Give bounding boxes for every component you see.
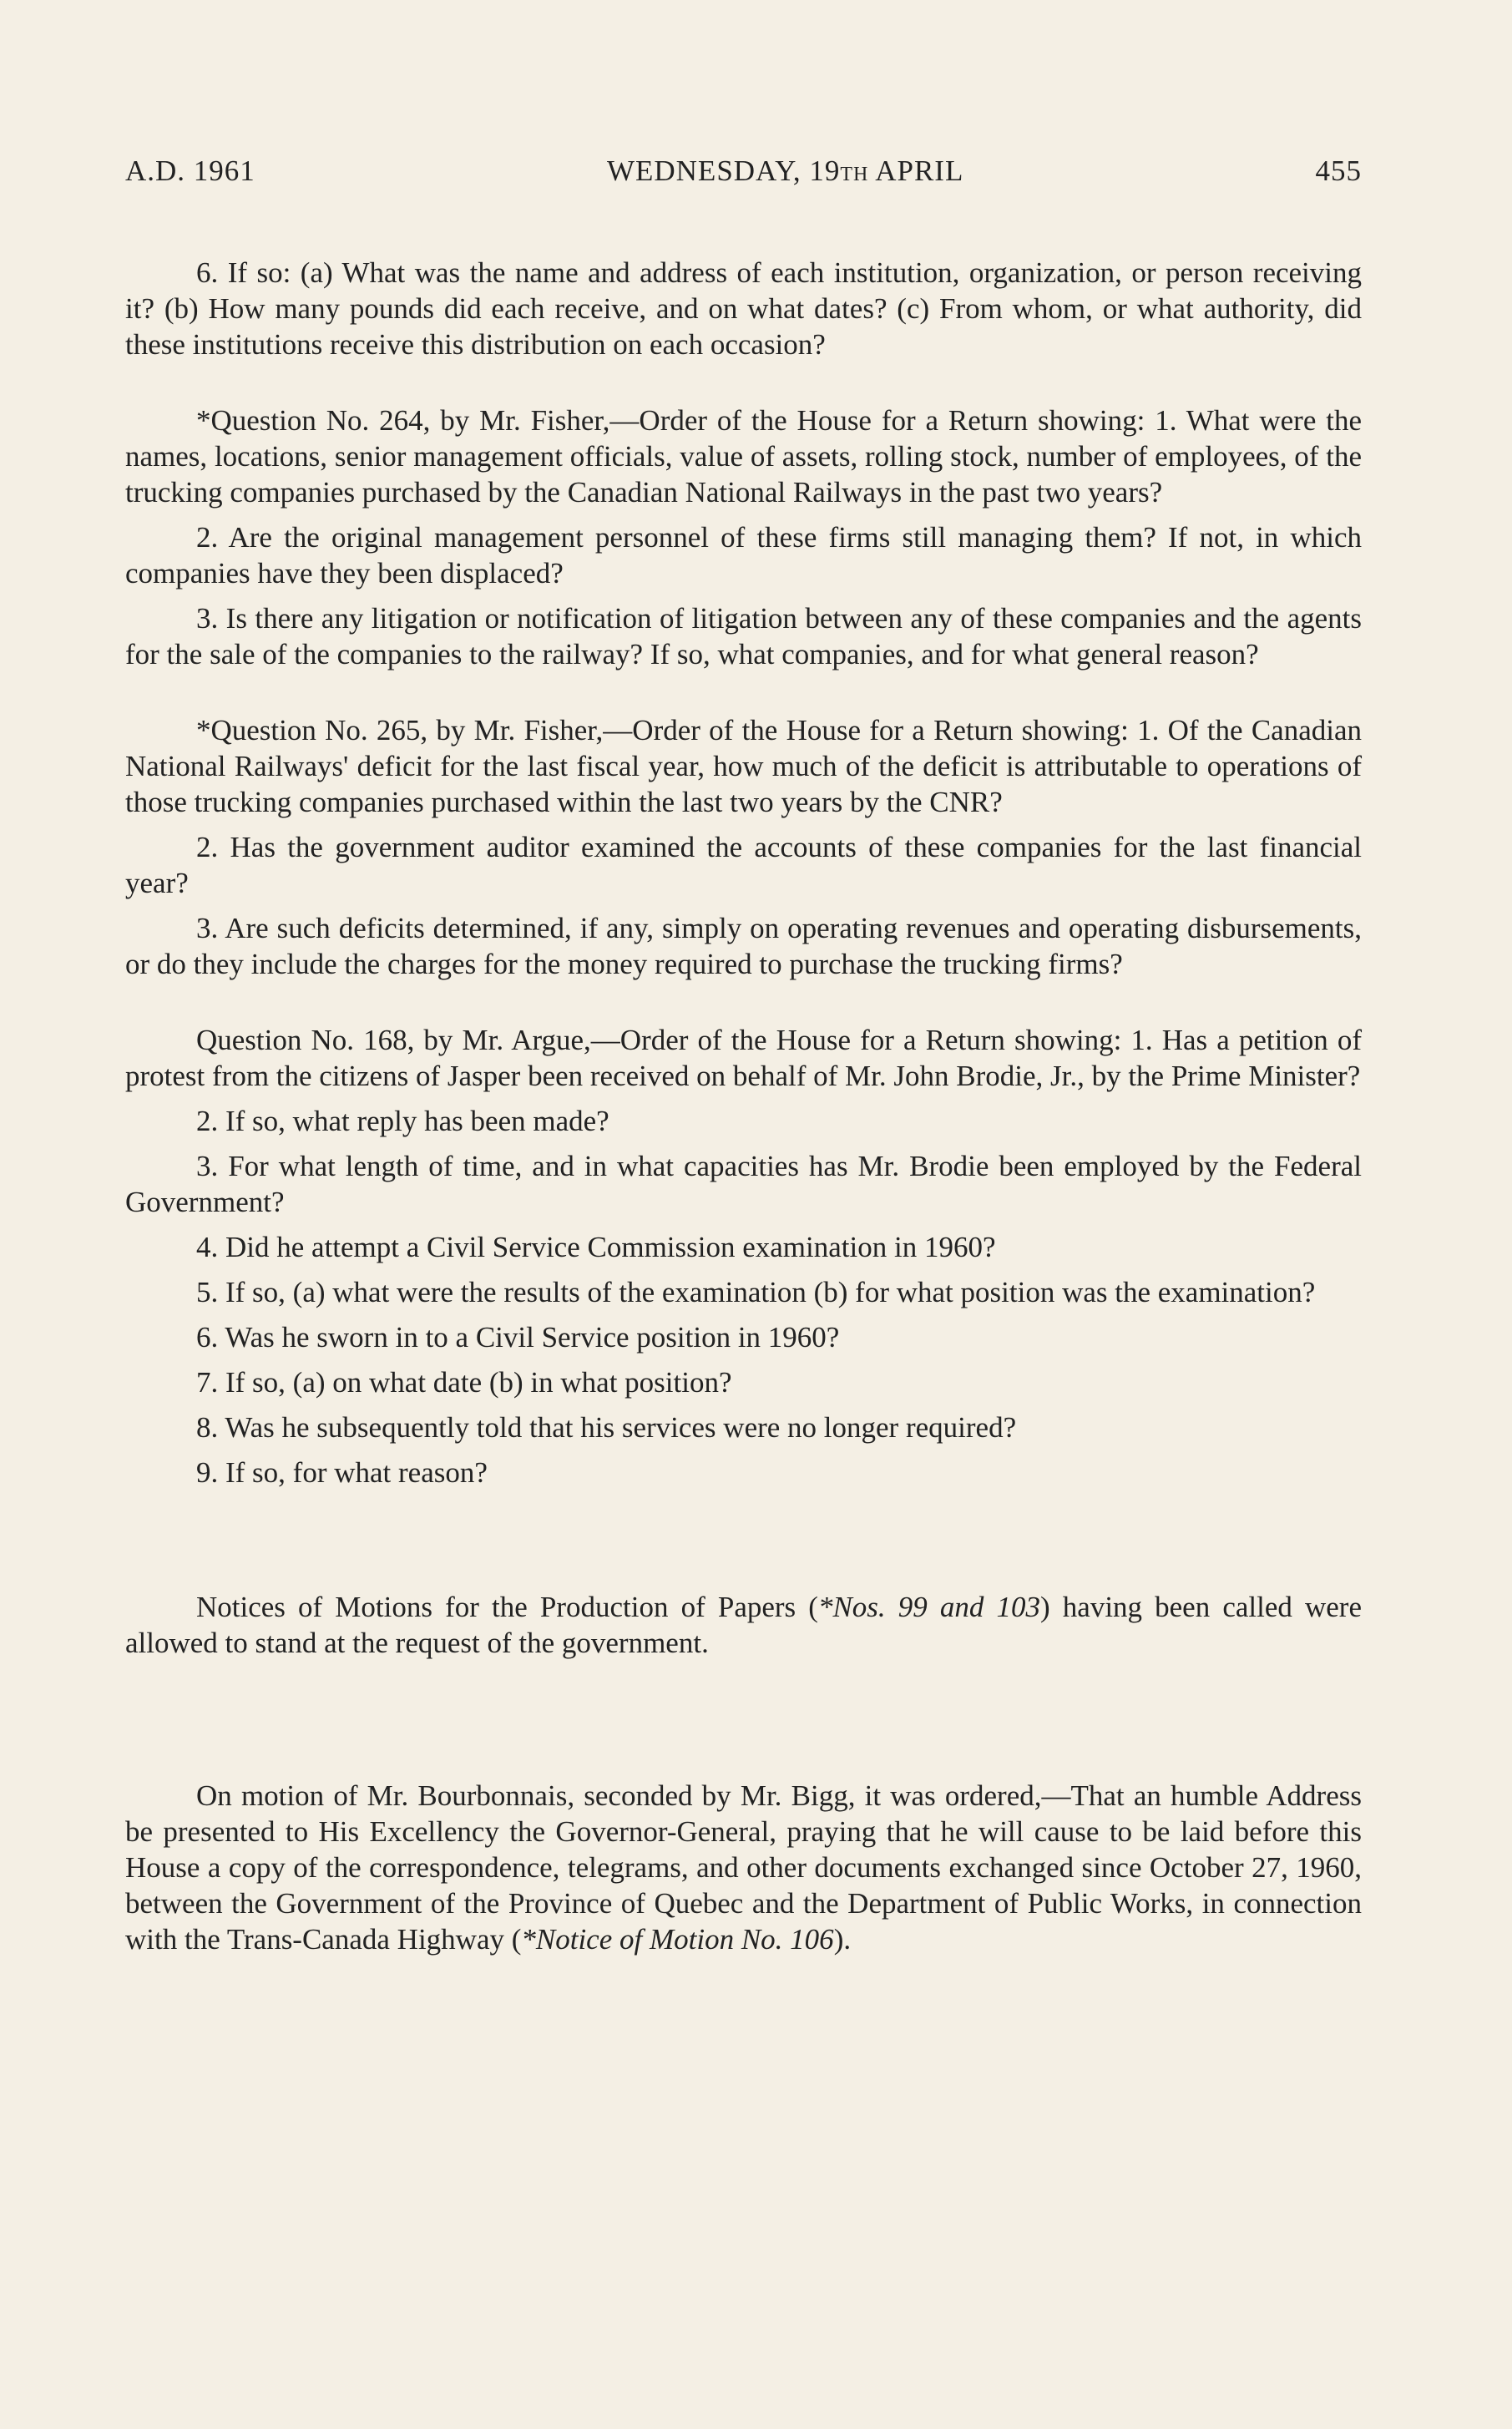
header-ordinal: TH <box>840 164 869 185</box>
motion-notice-reference: *Notice of Motion No. 106 <box>521 1923 834 1956</box>
motion-text-start: On motion of Mr. Bourbonnais, seconded by Mr. Bigg, it was ordered,—That an humble Address be presented to His Excellency the Governor-General, praying that he will cause to be laid before this House a copy of the correspondence, telegrams, and other documents exchanged since October 27, 1960, between the Government of the Province of Quebec and the Department of Public Works, in connection with the Trans-Canada Highway ( <box>125 1779 1362 1956</box>
question-168-intro: Question No. 168, by Mr. Argue,—Order of the House for a Return showing: 1. Has a petition of protest from the citizens of Jasper been received on behalf of Mr. John Brodie, Jr., by the Prime Minister? <box>125 1024 1362 1092</box>
notices-text-end: ) having been called were allowed to stand at the request of the government. <box>125 1591 1362 1659</box>
running-header <box>125 154 1362 188</box>
question-265-intro: *Question No. 265, by Mr. Fisher,—Order of the House for a Return showing: 1. Of the Canadian National Railways' deficit for the last fiscal year, how much of the deficit is attributable to operations of those trucking companies purchased within the last two years by the CNR? <box>125 714 1362 818</box>
question-264-item-3: 3. Is there any litigation or notification of litigation between any of these companies and the agents for the sale of the companies to the railway? If so, what companies, and for what general reason? <box>125 602 1362 671</box>
header-day: WEDNESDAY, 19 <box>606 154 841 187</box>
motion-text-end: ). <box>833 1923 852 1956</box>
question-265-item-2: 2. Has the government auditor examined the accounts of these companies for the last financial year? <box>125 831 1362 899</box>
question-264-item-2: 2. Are the original management personnel of these firms still managing them? If not, in which companies have they been displaced? <box>125 521 1362 590</box>
header-date <box>607 154 963 188</box>
motion-paragraph <box>125 1778 1362 1957</box>
notices-text-start: Notices of Motions for the Production of Papers ( <box>196 1591 818 1623</box>
question-168-item-8: 8. Was he subsequently told that his services were no longer required? <box>196 1411 1017 1444</box>
paragraph-item-6: 6. If so: (a) What was the name and address of each institution, organization, or person receiving it? (b) How many pounds did each receive, and on what dates? (c) From whom, or what authority, did these institutions receive this distribution on each occasion? <box>125 256 1362 361</box>
question-168-item-2: 2. If so, what reply has been made? <box>196 1105 609 1137</box>
page-number: 455 <box>1315 154 1362 187</box>
question-264-intro: *Question No. 264, by Mr. Fisher,—Order of the House for a Return showing: 1. What were the names, locations, senior management officials, value of assets, rolling stock, number of employees, of the trucking companies purchased by the Canadian National Railways in the past two years? <box>125 404 1362 509</box>
question-168-item-9: 9. If so, for what reason? <box>196 1456 488 1489</box>
question-265-item-3: 3. Are such deficits determined, if any, simply on operating revenues and operating disbursements, or do they include the charges for the money required to purchase the trucking firms? <box>125 912 1362 980</box>
question-168-item-6: 6. Was he sworn in to a Civil Service position in 1960? <box>196 1321 840 1354</box>
question-168-item-4: 4. Did he attempt a Civil Service Commission examination in 1960? <box>196 1231 996 1263</box>
header-year: A.D. 1961 <box>125 154 255 187</box>
question-168-item-5: 5. If so, (a) what were the results of the examination (b) for what position was the examination? <box>196 1276 1316 1308</box>
notices-paragraph <box>125 1589 1362 1661</box>
question-168-item-7: 7. If so, (a) on what date (b) in what position? <box>196 1366 732 1399</box>
header-month: APRIL <box>868 154 964 187</box>
notices-numbers: *Nos. 99 and 103 <box>817 1591 1041 1623</box>
question-168-item-3: 3. For what length of time, and in what capacities has Mr. Brodie been employed by the Federal Government? <box>125 1150 1362 1218</box>
